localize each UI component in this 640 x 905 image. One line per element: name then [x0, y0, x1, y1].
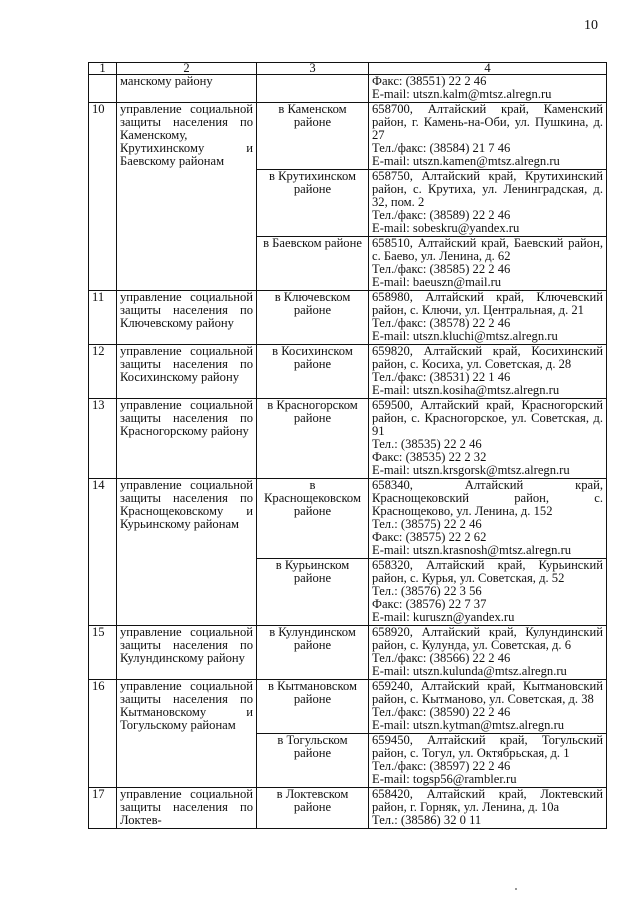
org-name: управление социальной защиты населения по Каменскому, Крутихинскому и Баевскому районам — [117, 103, 257, 291]
address-text: 659500, Алтайский край, Красногорский район, с. Красногорское, ул. Советская, д. 91 — [372, 398, 603, 438]
district-name: в Локтевском районе — [257, 788, 369, 829]
header-cell: 4 — [369, 63, 607, 75]
org-name: управление социальной защиты населения по Локтев- — [117, 788, 257, 829]
table-row — [89, 479, 607, 559]
district-name: в Тогульском районе — [257, 734, 369, 788]
org-name: управление социальной защиты населения по Ключевскому району — [117, 291, 257, 345]
org-name: манскому району — [117, 75, 257, 103]
address-text: 659240, Алтайский край, Кытмановский район, с. Кытманово, ул. Советская, д. 38 — [372, 679, 603, 706]
district-name: в Краснощековском районе — [257, 479, 369, 559]
contact-line: Тел./факс: (38589) 22 2 46 — [372, 208, 511, 222]
header-cell: 3 — [257, 63, 369, 75]
district-name: в Кытмановском районе — [257, 680, 369, 734]
contact-line: E-mail: togsp56@rambler.ru — [372, 772, 517, 786]
address-text: 659820, Алтайский край, Косихинский район, с. Косиха, ул. Советская, д. 28 — [372, 344, 603, 371]
contact-line: Тел./факс: (38584) 21 7 46 — [372, 141, 511, 155]
contact-line: Тел.: (38576) 22 3 56 — [372, 584, 482, 598]
contact-line: E-mail: baeuszn@mail.ru — [372, 275, 502, 289]
contact-line: E-mail: kuruszn@yandex.ru — [372, 610, 515, 624]
row-number: 11 — [89, 291, 117, 345]
row-number: 14 — [89, 479, 117, 626]
contact-info — [369, 559, 607, 626]
contact-line: Факс: (38551) 22 2 46 — [372, 74, 487, 88]
district-name: в Ключевском районе — [257, 291, 369, 345]
contact-info — [369, 103, 607, 170]
contact-line: E-mail: sobeskru@yandex.ru — [372, 221, 520, 235]
contact-line: Тел.: (38586) 32 0 11 — [372, 813, 482, 827]
contact-line: E-mail: utszn.kamen@mtsz.alregn.ru — [372, 154, 560, 168]
org-name: управление социальной защиты населения по Краснощековскому и Курьинскому районам — [117, 479, 257, 626]
table-row — [89, 291, 607, 345]
contact-line: Тел./факс: (38578) 22 2 46 — [372, 316, 511, 330]
district-name — [257, 75, 369, 103]
district-name: в Крутихинском районе — [257, 170, 369, 237]
contact-info — [369, 788, 607, 829]
district-name: в Баевском районе — [257, 237, 369, 291]
contact-info — [369, 680, 607, 734]
offices-table — [88, 62, 607, 829]
org-name: управление социальной защиты населения по Красногорскому району — [117, 399, 257, 479]
org-name: управление социальной защиты населения по Кытмановскому и Тогульскому районам — [117, 680, 257, 788]
table-row — [89, 399, 607, 479]
contact-line: E-mail: utszn.kluchi@mtsz.alregn.ru — [372, 329, 558, 343]
contact-line: E-mail: utszn.kytman@mtsz.alregn.ru — [372, 718, 565, 732]
address-text: 658750, Алтайский край, Крутихинский район, с. Крутиха, ул. Ленинградская, д. 32, пом. 2 — [372, 169, 603, 209]
org-name: управление социальной защиты населения по Косихинскому району — [117, 345, 257, 399]
table-header-row — [89, 63, 607, 75]
row-number: 10 — [89, 103, 117, 291]
table-row — [89, 103, 607, 170]
contact-line: E-mail: utszn.krasnosh@mtsz.alregn.ru — [372, 543, 572, 557]
row-number — [89, 75, 117, 103]
page-number: 10 — [584, 18, 598, 33]
contact-info — [369, 75, 607, 103]
address-text: 658420, Алтайский край, Локтевский район, г. Горняк, ул. Ленина, д. 10а — [372, 787, 603, 814]
row-number: 16 — [89, 680, 117, 788]
table-row — [89, 680, 607, 734]
row-number: 13 — [89, 399, 117, 479]
scan-speck — [515, 888, 517, 890]
contact-line: E-mail: utszn.kulunda@mtsz.alregn.ru — [372, 664, 567, 678]
district-name: в Кулундинском районе — [257, 626, 369, 680]
contact-line: Факс: (38576) 22 7 37 — [372, 597, 487, 611]
district-name: в Красногорском районе — [257, 399, 369, 479]
contact-line: E-mail: utszn.kalm@mtsz.alregn.ru — [372, 87, 552, 101]
contact-line: Тел./факс: (38585) 22 2 46 — [372, 262, 511, 276]
table-row — [89, 345, 607, 399]
address-text: 658340, Алтайский край, Краснощековский район, с. Краснощеково, ул. Ленина, д. 152 — [372, 478, 603, 518]
address-text: 658700, Алтайский край, Каменский район, г. Камень-на-Оби, ул. Пушкина, д. 27 — [372, 102, 603, 142]
contact-info — [369, 170, 607, 237]
address-text: 659450, Алтайский край, Тогульский район, с. Тогул, ул. Октябрьская, д. 1 — [372, 733, 603, 760]
contact-info — [369, 734, 607, 788]
contact-info — [369, 345, 607, 399]
contact-line: E-mail: utszn.kosiha@mtsz.alregn.ru — [372, 383, 560, 397]
contact-info — [369, 626, 607, 680]
contact-line: E-mail: utszn.krsgorsk@mtsz.alregn.ru — [372, 463, 570, 477]
contact-line: Тел./факс: (38531) 22 1 46 — [372, 370, 511, 384]
contact-line: Факс: (38575) 22 2 62 — [372, 530, 487, 544]
address-text: 658320, Алтайский край, Курьинский район, с. Курья, ул. Советская, д. 52 — [372, 558, 603, 585]
contact-line: Тел./факс: (38590) 22 2 46 — [372, 705, 511, 719]
row-number: 12 — [89, 345, 117, 399]
org-name: управление социальной защиты населения по Кулундинскому району — [117, 626, 257, 680]
district-name: в Косихинском районе — [257, 345, 369, 399]
contact-line: Тел.: (38535) 22 2 46 — [372, 437, 482, 451]
contact-line: Тел.: (38575) 22 2 46 — [372, 517, 482, 531]
row-number: 17 — [89, 788, 117, 829]
address-text: 658980, Алтайский край, Ключевский район, с. Ключи, ул. Центральная, д. 21 — [372, 290, 603, 317]
continuation-row — [89, 75, 607, 103]
header-cell: 2 — [117, 63, 257, 75]
contact-info — [369, 237, 607, 291]
contact-line: Факс: (38535) 22 2 32 — [372, 450, 487, 464]
table-row — [89, 788, 607, 829]
header-cell: 1 — [89, 63, 117, 75]
district-name: в Курьинском районе — [257, 559, 369, 626]
contact-info — [369, 291, 607, 345]
contact-info — [369, 479, 607, 559]
contact-info — [369, 399, 607, 479]
address-text: 658510, Алтайский край, Баевский район, с. Баево, ул. Ленина, д. 62 — [372, 236, 603, 263]
district-name: в Каменском районе — [257, 103, 369, 170]
row-number: 15 — [89, 626, 117, 680]
table-row — [89, 626, 607, 680]
contact-line: Тел./факс: (38566) 22 2 46 — [372, 651, 511, 665]
address-text: 658920, Алтайский край, Кулундинский район, с. Кулунда, ул. Советская, д. 6 — [372, 625, 603, 652]
contact-line: Тел./факс: (38597) 22 2 46 — [372, 759, 511, 773]
